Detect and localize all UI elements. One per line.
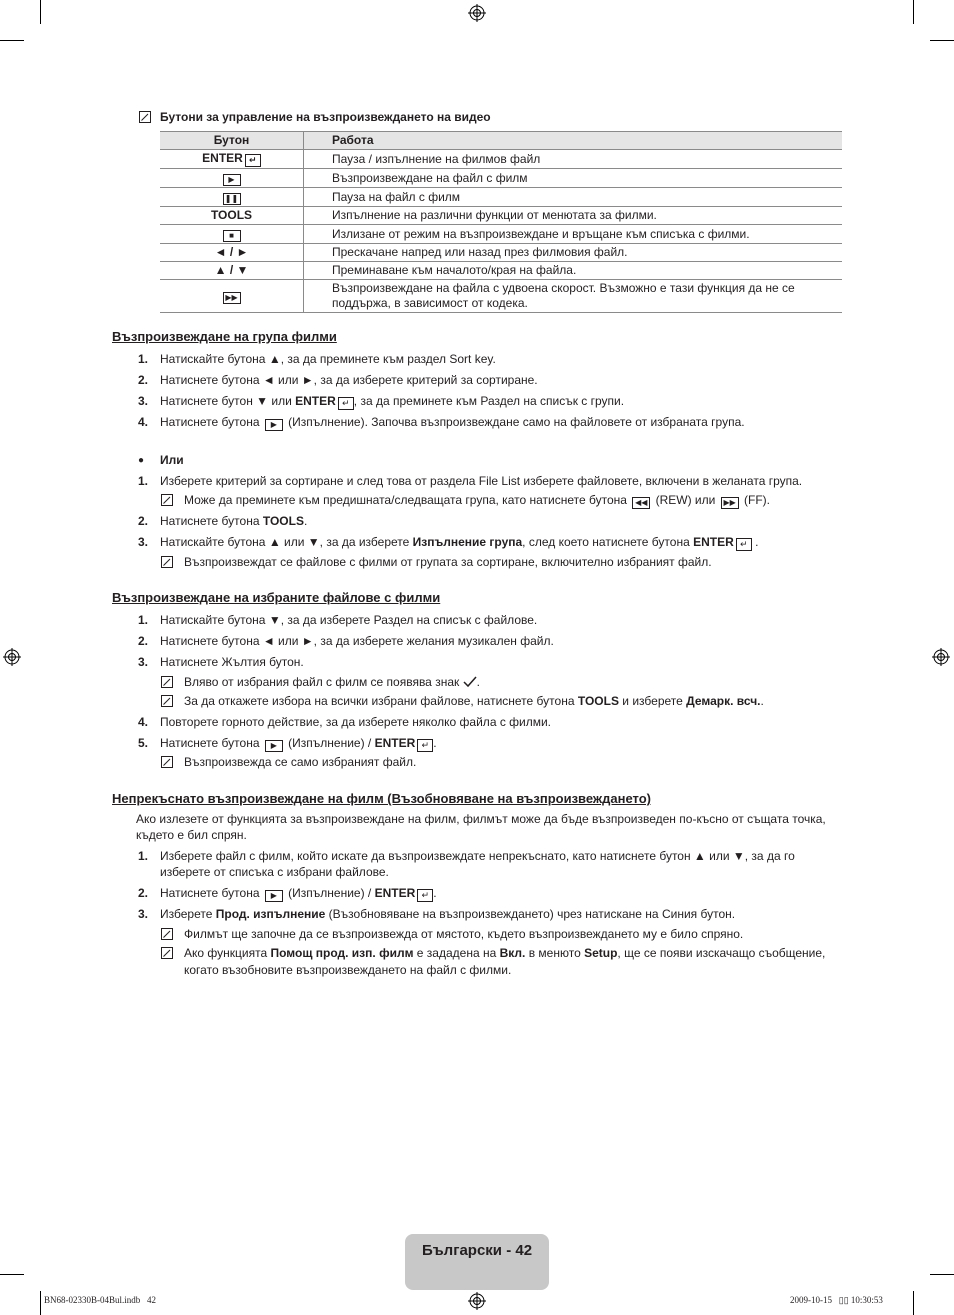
play-icon: ▶ (265, 740, 283, 752)
step-number: 4. (138, 715, 149, 729)
button-label: TOOLS (160, 207, 304, 225)
ff-icon: ▶▶ (721, 497, 739, 509)
page-number: Български - 42 (421, 1242, 533, 1259)
note-icon (161, 756, 173, 768)
button-label: ◄ / ► (160, 244, 304, 262)
note-text: когато възобновите възпроизвеждането на файл с филми. (184, 963, 512, 977)
crop-mark (0, 40, 24, 41)
section-intro: Ако излезете от функцията за възпроизвеждане на филм, филмът може да бъде възпроизведен по-късно от същата точка, (136, 812, 826, 826)
step-number: 3. (138, 655, 149, 669)
step-number: 1. (138, 352, 149, 366)
step-number: 3. (138, 907, 149, 921)
table-cell-action: Преминаване към началото/края на файла. (304, 262, 843, 280)
table-cell-action: Изпълнение на различни функции от менютата за филми. (304, 207, 843, 225)
step-number: 4. (138, 415, 149, 429)
play-icon: ▶ (265, 419, 283, 431)
note-icon (161, 494, 173, 506)
table-cell-action: Прескачане напред или назад през филмовия файл. (304, 244, 843, 262)
step-text: Натиснете бутона ◄ или ►, за да изберете критерий за сортиране. (160, 373, 538, 387)
section-heading: Възпроизвеждане на избраните файлове с филми (112, 590, 441, 605)
table-cell-action: Пауза / изпълнение на филмов файл (304, 150, 843, 169)
step-number: 1. (138, 613, 149, 627)
registration-mark-icon (468, 4, 486, 22)
note-text: Възпроизвеждат се файлове с филми от групата за сортиране, включително избраният файл. (184, 555, 712, 569)
table-row (160, 150, 842, 169)
table-cell-action: Пауза на файл с филм (304, 188, 843, 207)
pause-icon: ❚❚ (223, 193, 241, 205)
note-text: Възпроизвежда се само избраният файл. (184, 755, 417, 769)
table-row (160, 188, 842, 207)
step-text: изберете от списъка с избрани файлове. (160, 865, 389, 879)
stop-icon: ■ (223, 230, 241, 242)
table-header-action: Работа (304, 132, 843, 150)
table-row (160, 207, 842, 225)
note-icon (161, 947, 173, 959)
table-cell-action: Възпроизвеждане на файла с удвоена скорост. Възможно е тази функция да не се поддържа, в зависимост от кодека. (304, 280, 843, 313)
step-text: Натиснете бутона TOOLS. (160, 514, 308, 528)
rewind-icon: ◀◀ (632, 497, 650, 509)
section-intro: където е бил спрян. (136, 828, 247, 842)
step-text: Повторете горното действие, за да изберете няколко файла с филми. (160, 715, 552, 729)
section-heading: Непрекъснато възпроизвеждане на филм (Възобновяване на възпроизвеждането) (112, 791, 651, 806)
step-text: Натискайте бутона ▲ или ▼, за да изберете Изпълнение група, след което натиснете бутона ENTER ↵ . (160, 535, 759, 549)
button-label: ▲ / ▼ (160, 262, 304, 280)
enter-icon: ↵ (417, 889, 433, 902)
step-text: Натиснете бутона ▶ (Изпълнение). Започва възпроизвеждане само на файловете от избраната група. (160, 415, 745, 429)
registration-mark-icon (3, 648, 21, 666)
step-number: 1. (138, 474, 149, 488)
note-icon (161, 556, 173, 568)
note-text: Филмът ще започне да се възпроизвежда от мястото, където възпроизвеждането му е било спряно. (184, 927, 744, 941)
table-row (160, 244, 842, 262)
registration-mark-icon (468, 1292, 486, 1310)
table-cell-action: Възпроизвеждане на файл с филм (304, 169, 843, 188)
crop-mark (913, 0, 914, 24)
file-info: BN68-02330B-04Bul.indb 42 (44, 1295, 157, 1305)
step-text: Изберете критерий за сортиране и след това от раздела File List изберете файловете, включени в желаната група. (160, 474, 803, 488)
or-label: Или (160, 453, 184, 467)
step-text: Натиснете бутона ▶ (Изпълнение) / ENTER ↵ . (160, 886, 437, 900)
table-row (160, 169, 842, 188)
print-timestamp: 2009-10-15 ▯▯ 10:30:53 (790, 1295, 883, 1305)
table-cell-action: Излизане от режим на възпроизвеждане и връщане към списъка с филми. (304, 225, 843, 244)
step-text: Натиснете Жълтия бутон. (160, 655, 304, 669)
crop-mark (913, 1291, 914, 1315)
step-text: Натиснете бутон ▼ или ENTER ↵ , за да преминете към Раздел на списък с групи. (160, 394, 625, 408)
crop-mark (40, 1291, 41, 1315)
table-row (160, 225, 842, 244)
registration-mark-icon (932, 648, 950, 666)
step-number: 2. (138, 373, 149, 387)
play-icon: ▶ (223, 174, 241, 186)
enter-icon: ↵ (417, 739, 433, 752)
step-number: 5. (138, 736, 149, 750)
step-text: Натискайте бутона ▼, за да изберете Раздел на списък с файлове. (160, 613, 538, 627)
step-number: 2. (138, 634, 149, 648)
checkmark-icon (463, 676, 477, 688)
crop-mark (40, 0, 41, 24)
button-label: ENTER (202, 151, 243, 165)
note-text: Вляво от избрания файл с филм се появява знак . (184, 675, 480, 689)
table-header-button: Бутон (160, 132, 304, 150)
note-icon (161, 676, 173, 688)
enter-icon: ↵ (736, 538, 752, 551)
bullet-icon: ● (138, 455, 145, 466)
step-number: 1. (138, 849, 149, 863)
step-text: Натиснете бутона ▶ (Изпълнение) / ENTER ↵ . (160, 736, 437, 750)
note-text: Ако функцията Помощ прод. изп. филм е зададена на Вкл. в менюто Setup, ще се появи изскачащо съобщение, (184, 946, 826, 960)
step-number: 3. (138, 535, 149, 549)
enter-icon: ↵ (338, 397, 354, 410)
crop-mark (930, 1274, 954, 1275)
ff-icon: ▶▶ (223, 292, 241, 304)
controls-table (160, 131, 842, 313)
note-icon (139, 111, 151, 123)
step-number: 2. (138, 886, 149, 900)
play-icon: ▶ (265, 890, 283, 902)
note-text: Може да преминете към предишната/следващата група, като натиснете бутона ◀◀ (REW) или ▶▶ (FF). (184, 493, 770, 507)
note-text: За да откажете избора на всички избрани файлове, натиснете бутона TOOLS и изберете Демарк. всч.. (184, 694, 764, 708)
step-text: Натиснете бутона ◄ или ►, за да изберете желания музикален файл. (160, 634, 554, 648)
step-number: 3. (138, 394, 149, 408)
table-row (160, 280, 842, 313)
table-row (160, 262, 842, 280)
note-icon (161, 928, 173, 940)
enter-icon: ↵ (245, 154, 261, 167)
intro-note: Бутони за управление на възпроизвеждането на видео (160, 110, 491, 124)
crop-mark (0, 1274, 24, 1275)
step-text: Изберете Прод. изпълнение (Възобновяване на възпроизвеждането) чрез натискане на Синия бутон. (160, 907, 736, 921)
note-icon (161, 695, 173, 707)
step-text: Изберете файл с филм, който искате да възпроизвеждате непрекъснато, като натиснете бутон ▲ или ▼, за да го (160, 849, 795, 863)
step-text: Натискайте бутона ▲, за да преминете към раздел Sort key. (160, 352, 496, 366)
crop-mark (930, 40, 954, 41)
step-number: 2. (138, 514, 149, 528)
section-heading: Възпроизвеждане на група филми (112, 329, 337, 344)
